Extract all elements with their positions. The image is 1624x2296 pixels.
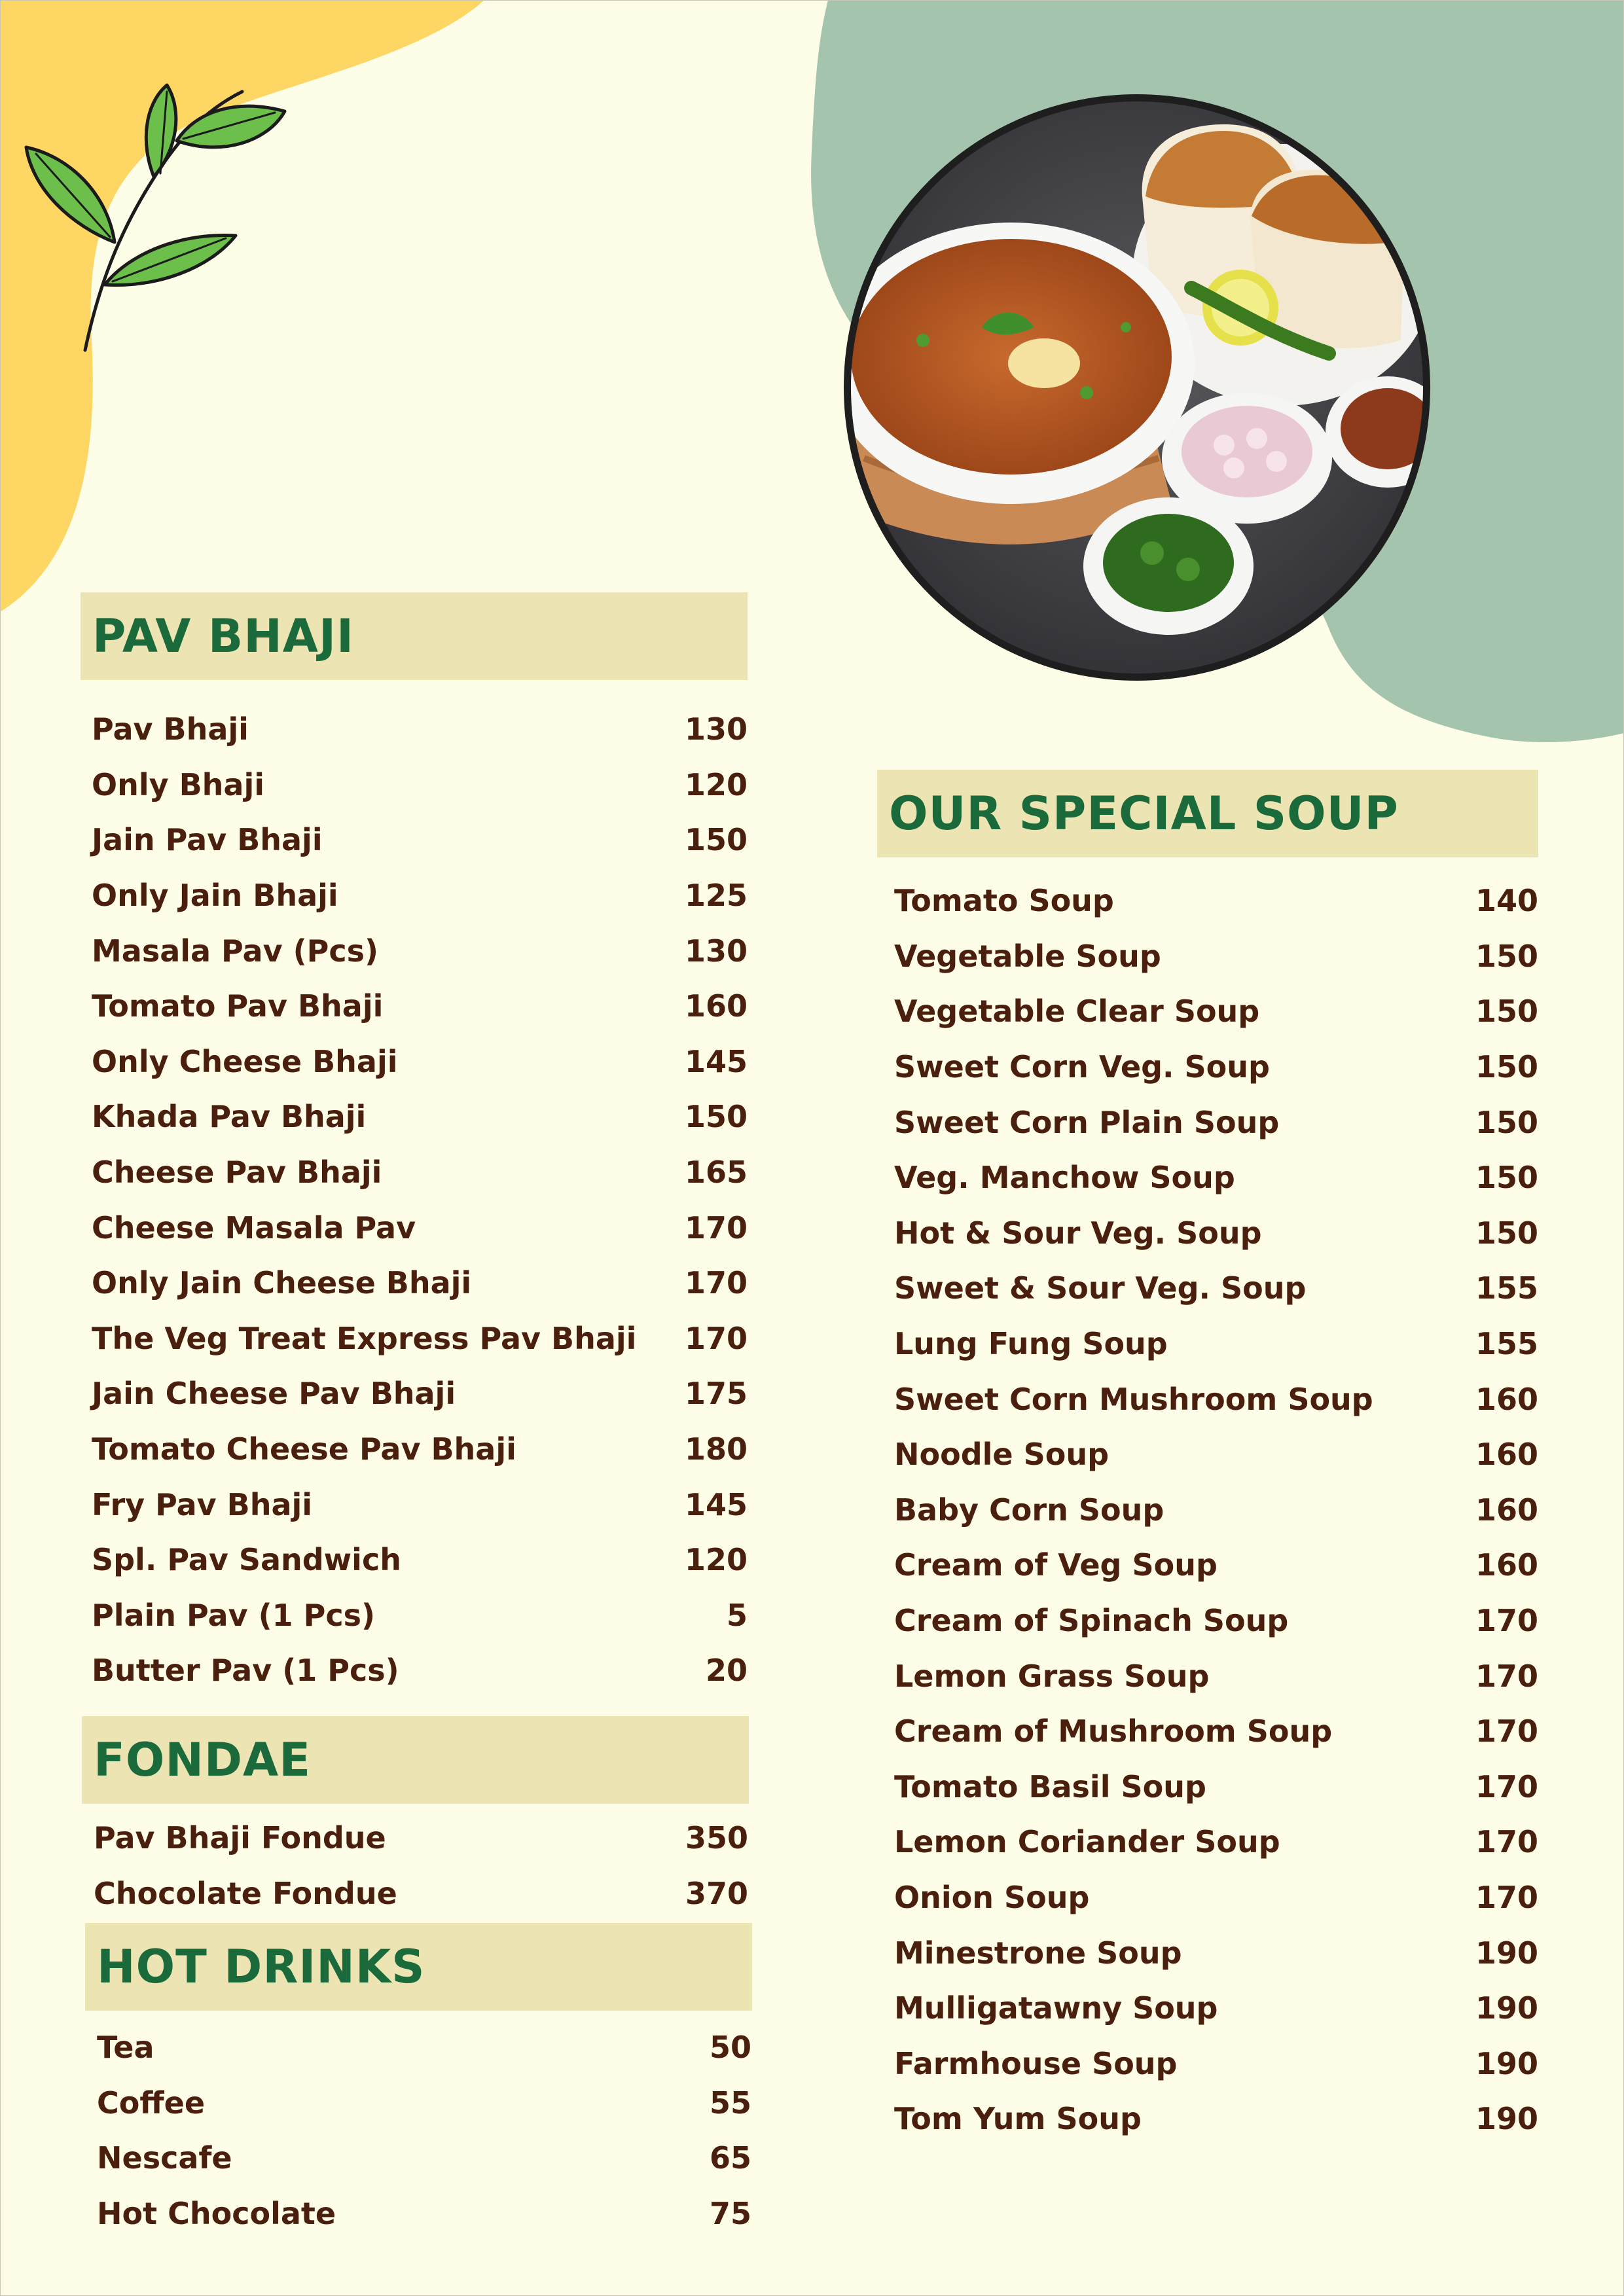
item-price: 160 — [1475, 1547, 1538, 1583]
list-item — [92, 1034, 748, 1090]
list-item — [92, 757, 748, 813]
list-item — [894, 1925, 1538, 1981]
item-name: Vegetable Clear Soup — [894, 994, 1260, 1030]
item-name: Tea — [97, 2030, 154, 2066]
list-item — [894, 1814, 1538, 1870]
item-price: 120 — [684, 1542, 748, 1578]
item-price: 130 — [684, 711, 748, 747]
list-item — [92, 868, 748, 924]
item-name: Noodle Soup — [894, 1437, 1110, 1473]
list-item — [894, 1704, 1538, 1759]
hot-drinks-title: HOT DRINKS — [97, 1940, 425, 1994]
item-price: 150 — [1475, 1160, 1538, 1196]
list-item — [894, 1759, 1538, 1815]
item-price: 175 — [684, 1376, 748, 1412]
item-name: Vegetable Soup — [894, 938, 1161, 974]
list-item — [894, 1537, 1538, 1593]
list-item — [92, 1477, 748, 1532]
list-item — [894, 1094, 1538, 1150]
item-name: Nescafe — [97, 2140, 232, 2176]
item-price: 150 — [684, 822, 748, 858]
item-name: Sweet Corn Plain Soup — [894, 1104, 1280, 1140]
item-price: 150 — [1475, 1049, 1538, 1085]
item-price: 350 — [685, 1820, 748, 1856]
list-item — [894, 1427, 1538, 1482]
list-item — [92, 1255, 748, 1311]
item-name: Chocolate Fondue — [94, 1875, 397, 1911]
fondae-title: FONDAE — [94, 1733, 312, 1787]
item-price: 55 — [709, 2085, 751, 2121]
item-price: 150 — [1475, 938, 1538, 974]
list-item — [97, 2075, 751, 2131]
item-price: 160 — [684, 988, 748, 1024]
list-item — [894, 929, 1538, 984]
list-item — [894, 1870, 1538, 1926]
item-price: 50 — [709, 2030, 751, 2066]
item-price: 150 — [684, 1099, 748, 1135]
item-name: Only Jain Bhaji — [92, 878, 338, 914]
item-price: 65 — [709, 2140, 751, 2176]
list-item — [94, 1866, 748, 1922]
item-name: Fry Pav Bhaji — [92, 1486, 313, 1522]
item-name: Baby Corn Soup — [894, 1492, 1164, 1528]
item-price: 125 — [684, 878, 748, 914]
list-item — [894, 2036, 1538, 2091]
item-price: 5 — [726, 1597, 748, 1633]
item-price: 370 — [685, 1875, 748, 1911]
item-name: Tomato Soup — [894, 883, 1114, 919]
item-price: 170 — [1475, 1879, 1538, 1915]
list-item — [92, 1588, 748, 1643]
list-item — [97, 2186, 751, 2242]
item-name: Cheese Masala Pav — [92, 1210, 416, 1246]
item-name: Lemon Coriander Soup — [894, 1824, 1280, 1860]
list-item — [97, 2020, 751, 2075]
special-soup-title: OUR SPECIAL SOUP — [889, 787, 1399, 840]
list-item — [92, 1089, 748, 1145]
item-price: 170 — [684, 1210, 748, 1246]
list-item — [894, 873, 1538, 929]
item-name: Hot Chocolate — [97, 2196, 336, 2232]
item-price: 140 — [1475, 883, 1538, 919]
item-name: Cream of Spinach Soup — [894, 1603, 1289, 1639]
pav-bhaji-title: PAV BHAJI — [92, 609, 355, 663]
list-item — [894, 1981, 1538, 2036]
list-item — [92, 702, 748, 757]
pav-bhaji-header — [81, 592, 748, 680]
list-item — [894, 1039, 1538, 1095]
item-name: Hot & Sour Veg. Soup — [894, 1215, 1262, 1251]
item-name: Farmhouse Soup — [894, 2045, 1178, 2081]
item-name: Butter Pav (1 Pcs) — [92, 1653, 399, 1689]
list-item — [92, 812, 748, 868]
list-item — [92, 1422, 748, 1477]
pav-bhaji-list — [92, 702, 748, 1698]
item-name: Cream of Veg Soup — [894, 1547, 1218, 1583]
item-name: Sweet & Sour Veg. Soup — [894, 1270, 1307, 1306]
item-name: Pav Bhaji Fondue — [94, 1820, 386, 1856]
item-name: Tomato Cheese Pav Bhaji — [92, 1431, 516, 1467]
item-price: 190 — [1475, 1990, 1538, 2026]
item-name: Cheese Pav Bhaji — [92, 1155, 382, 1191]
item-name: Tom Yum Soup — [894, 2101, 1142, 2137]
item-price: 145 — [684, 1486, 748, 1522]
item-price: 120 — [684, 766, 748, 802]
item-price: 150 — [1475, 1215, 1538, 1251]
item-price: 160 — [1475, 1381, 1538, 1417]
item-price: 130 — [684, 933, 748, 969]
list-item — [894, 1648, 1538, 1704]
list-item — [894, 984, 1538, 1039]
item-name: Mulligatawny Soup — [894, 1990, 1218, 2026]
item-name: Lemon Grass Soup — [894, 1658, 1210, 1694]
list-item — [894, 1261, 1538, 1316]
item-price: 150 — [1475, 994, 1538, 1030]
list-item — [894, 1150, 1538, 1206]
item-price: 170 — [1475, 1824, 1538, 1860]
item-name: Cream of Mushroom Soup — [894, 1713, 1333, 1749]
list-item — [92, 1532, 748, 1588]
item-price: 170 — [1475, 1603, 1538, 1639]
item-price: 155 — [1475, 1270, 1538, 1306]
list-item — [92, 1311, 748, 1367]
item-price: 170 — [1475, 1713, 1538, 1749]
item-price: 190 — [1475, 2101, 1538, 2137]
list-item — [894, 1593, 1538, 1649]
special-soup-header — [877, 770, 1538, 857]
item-price: 170 — [684, 1265, 748, 1301]
item-price: 145 — [684, 1043, 748, 1079]
list-item — [94, 1810, 748, 1866]
hot-drinks-list — [97, 2020, 751, 2241]
item-name: Sweet Corn Veg. Soup — [894, 1049, 1270, 1085]
item-price: 160 — [1475, 1437, 1538, 1473]
item-name: Only Cheese Bhaji — [92, 1043, 398, 1079]
item-price: 20 — [705, 1653, 748, 1689]
special-soup-list — [894, 873, 1538, 2147]
item-name: Khada Pav Bhaji — [92, 1099, 367, 1135]
list-item — [92, 1200, 748, 1255]
item-name: Veg. Manchow Soup — [894, 1160, 1235, 1196]
item-name: Pav Bhaji — [92, 711, 249, 747]
list-item — [92, 1366, 748, 1422]
item-price: 165 — [684, 1155, 748, 1191]
list-item — [92, 1643, 748, 1698]
list-item — [894, 1482, 1538, 1538]
item-name: Lung Fung Soup — [894, 1326, 1168, 1362]
item-name: The Veg Treat Express Pav Bhaji — [92, 1320, 637, 1356]
list-item — [97, 2130, 751, 2186]
item-name: Only Bhaji — [92, 766, 265, 802]
item-price: 170 — [1475, 1768, 1538, 1804]
item-price: 155 — [1475, 1326, 1538, 1362]
item-name: Only Jain Cheese Bhaji — [92, 1265, 472, 1301]
item-name: Tomato Basil Soup — [894, 1768, 1206, 1804]
item-price: 190 — [1475, 1935, 1538, 1971]
item-price: 160 — [1475, 1492, 1538, 1528]
list-item — [92, 1145, 748, 1200]
item-price: 180 — [684, 1431, 748, 1467]
item-name: Tomato Pav Bhaji — [92, 988, 384, 1024]
item-price: 150 — [1475, 1104, 1538, 1140]
list-item — [894, 1371, 1538, 1427]
item-name: Sweet Corn Mushroom Soup — [894, 1381, 1373, 1417]
item-name: Spl. Pav Sandwich — [92, 1542, 401, 1578]
item-price: 190 — [1475, 2045, 1538, 2081]
item-name: Minestrone Soup — [894, 1935, 1182, 1971]
item-name: Onion Soup — [894, 1879, 1090, 1915]
item-price: 170 — [684, 1320, 748, 1356]
item-price: 75 — [709, 2196, 751, 2232]
list-item — [894, 1316, 1538, 1372]
list-item — [894, 2091, 1538, 2147]
list-item — [92, 978, 748, 1034]
item-name: Jain Pav Bhaji — [92, 822, 323, 858]
item-name: Jain Cheese Pav Bhaji — [92, 1376, 456, 1412]
hot-drinks-header — [85, 1923, 752, 2011]
item-name: Masala Pav (Pcs) — [92, 933, 378, 969]
fondae-list — [94, 1810, 748, 1921]
item-name: Plain Pav (1 Pcs) — [92, 1597, 376, 1633]
fondae-header — [82, 1716, 749, 1804]
item-price: 170 — [1475, 1658, 1538, 1694]
item-name: Coffee — [97, 2085, 206, 2121]
list-item — [894, 1206, 1538, 1261]
list-item — [92, 923, 748, 978]
